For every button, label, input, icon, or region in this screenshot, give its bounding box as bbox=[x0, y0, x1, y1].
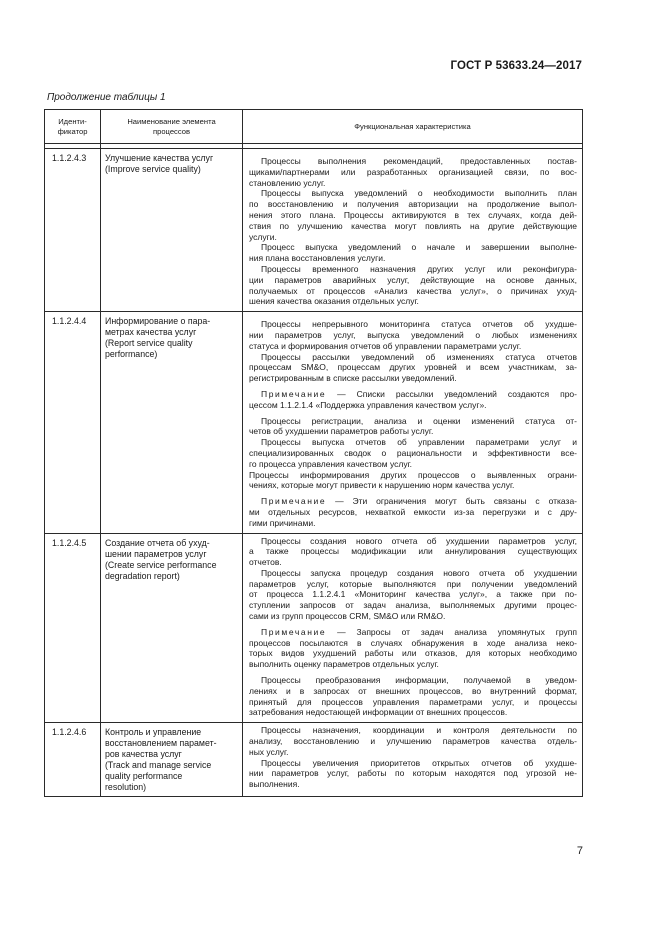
row-identifier: 1.1.2.4.3 bbox=[45, 149, 101, 312]
header-identifier: Иденти- фикатор bbox=[45, 110, 101, 144]
row-identifier: 1.1.2.4.6 bbox=[45, 723, 101, 797]
row-element-name: Информирование о пара- метрах качества услуг (Report service quality performance) bbox=[101, 312, 243, 533]
table-continuation-caption: Продолжение таблицы 1 bbox=[47, 92, 166, 103]
document-code: ГОСТ Р 53633.24—2017 bbox=[450, 60, 582, 72]
row-description: Процессы создания нового отчета об ухудшении параметров услуг, а также процессы модификации или аннулирования существующих отчетов. Процессы запуска процедур создания нового отчета об ухудшении параметров услуг, которые выполняются при получении уведомлений от процесса 1.1.2.4.1 «Мониторинг качества услуг», а также при по- ступлении запросов от задач анализа, выполняемых другими процес- сами из групп процессов CRM, SM&O или RM&O. Примечание — Запросы от задач анализа упомянутых групп процессов посылаются в случаях обнаружения в ходе анализа неко- торых видов ухудшений работы или отказов, для которых необходимо выполнить оценку параметров отдельных услуг. Процессы преобразования информации, получаемой в уведом- лениях и в запросах от внешних процессов, во внутренний формат, принятый для процессов управления параметрами услуг, и процессы затребования недостающей информации от внешних процессов. bbox=[243, 533, 583, 723]
table-header-row bbox=[45, 110, 583, 144]
process-table bbox=[44, 109, 583, 797]
page-number: 7 bbox=[576, 845, 583, 857]
row-element-name: Улучшение качества услуг (Improve service quality) bbox=[101, 149, 243, 312]
header-functional-characteristic: Функциональная характеристика bbox=[243, 110, 583, 144]
table-row bbox=[45, 533, 583, 723]
row-description: Процессы непрерывного мониторинга статуса отчетов об ухудше- нии параметров услуг, выпуска уведомлений о любых изменениях статуса и формирования отчетов об управлении параметрами услуг. Процессы рассылки уведомлений об изменениях статуса отчетов процессам SM&O, процессам других уровней и всем участникам, за- регистрированным в списке рассылки уведомлений. Примечание — Списки рассылки уведомлений создаются про- цессом 1.1.2.1.4 «Поддержка управления качеством услуг». Процессы регистрации, анализа и оценки изменений статуса от- четов об ухудшении параметров работы услуг. Процессы выпуска отчетов об управлении параметрами услуг и специализированных сводок о рациональности и эффективности все- го процесса управления качеством услуг. Процессы информирования других процессов о выявленных ограни- чениях, которые могут привести к нарушению норм качества услуг. Примечание — Эти ограничения могут быть связаны с отказа- ми отдельных ресурсов, нехваткой емкости из-за перегрузки и с дру- гими причинами. bbox=[243, 312, 583, 533]
header-element-name: Наименование элемента процессов bbox=[101, 110, 243, 144]
row-description: Процессы назначения, координации и контроля деятельности по анализу, восстановлению и улучшению параметров качества отдель- ных услуг. Процессы увеличения приоритетов открытых отчетов об ухудше- нии параметров услуг, работы по которым находятся под угрозой не- выполнения. bbox=[243, 723, 583, 797]
row-element-name: Создание отчета об ухуд- шении параметров услуг (Create service performance degradation report) bbox=[101, 533, 243, 723]
table-row bbox=[45, 312, 583, 533]
row-description: Процессы выполнения рекомендаций, предоставленных постав- щиками/партнерами или разработанных организацией связи, по вос- становлению услуг. Процессы выпуска уведомлений о необходимости выполнить план по восстановлению и получения авторизации на продолжение выпол- нения этого плана. Процессы активируются в тех случаях, когда дей- ствия по улучшению качества могут повлиять на другие действующие услуги. Процесс выпуска уведомлений о начале и завершении выполне- ния плана восстановления услуги. Процессы временного назначения других услуг или реконфигура- ции параметров аварийных услуг, действующие на основе данных, получаемых от процессов «Анализ качества услуг», о причинах ухуд- шения качества оказания отдельных услуг. bbox=[243, 149, 583, 312]
row-element-name: Контроль и управление восстановлением парамет- ров качества услуг (Track and manage service quality performance resolution) bbox=[101, 723, 243, 797]
table-row bbox=[45, 149, 583, 312]
row-identifier: 1.1.2.4.4 bbox=[45, 312, 101, 533]
row-identifier: 1.1.2.4.5 bbox=[45, 533, 101, 723]
table-row bbox=[45, 723, 583, 797]
